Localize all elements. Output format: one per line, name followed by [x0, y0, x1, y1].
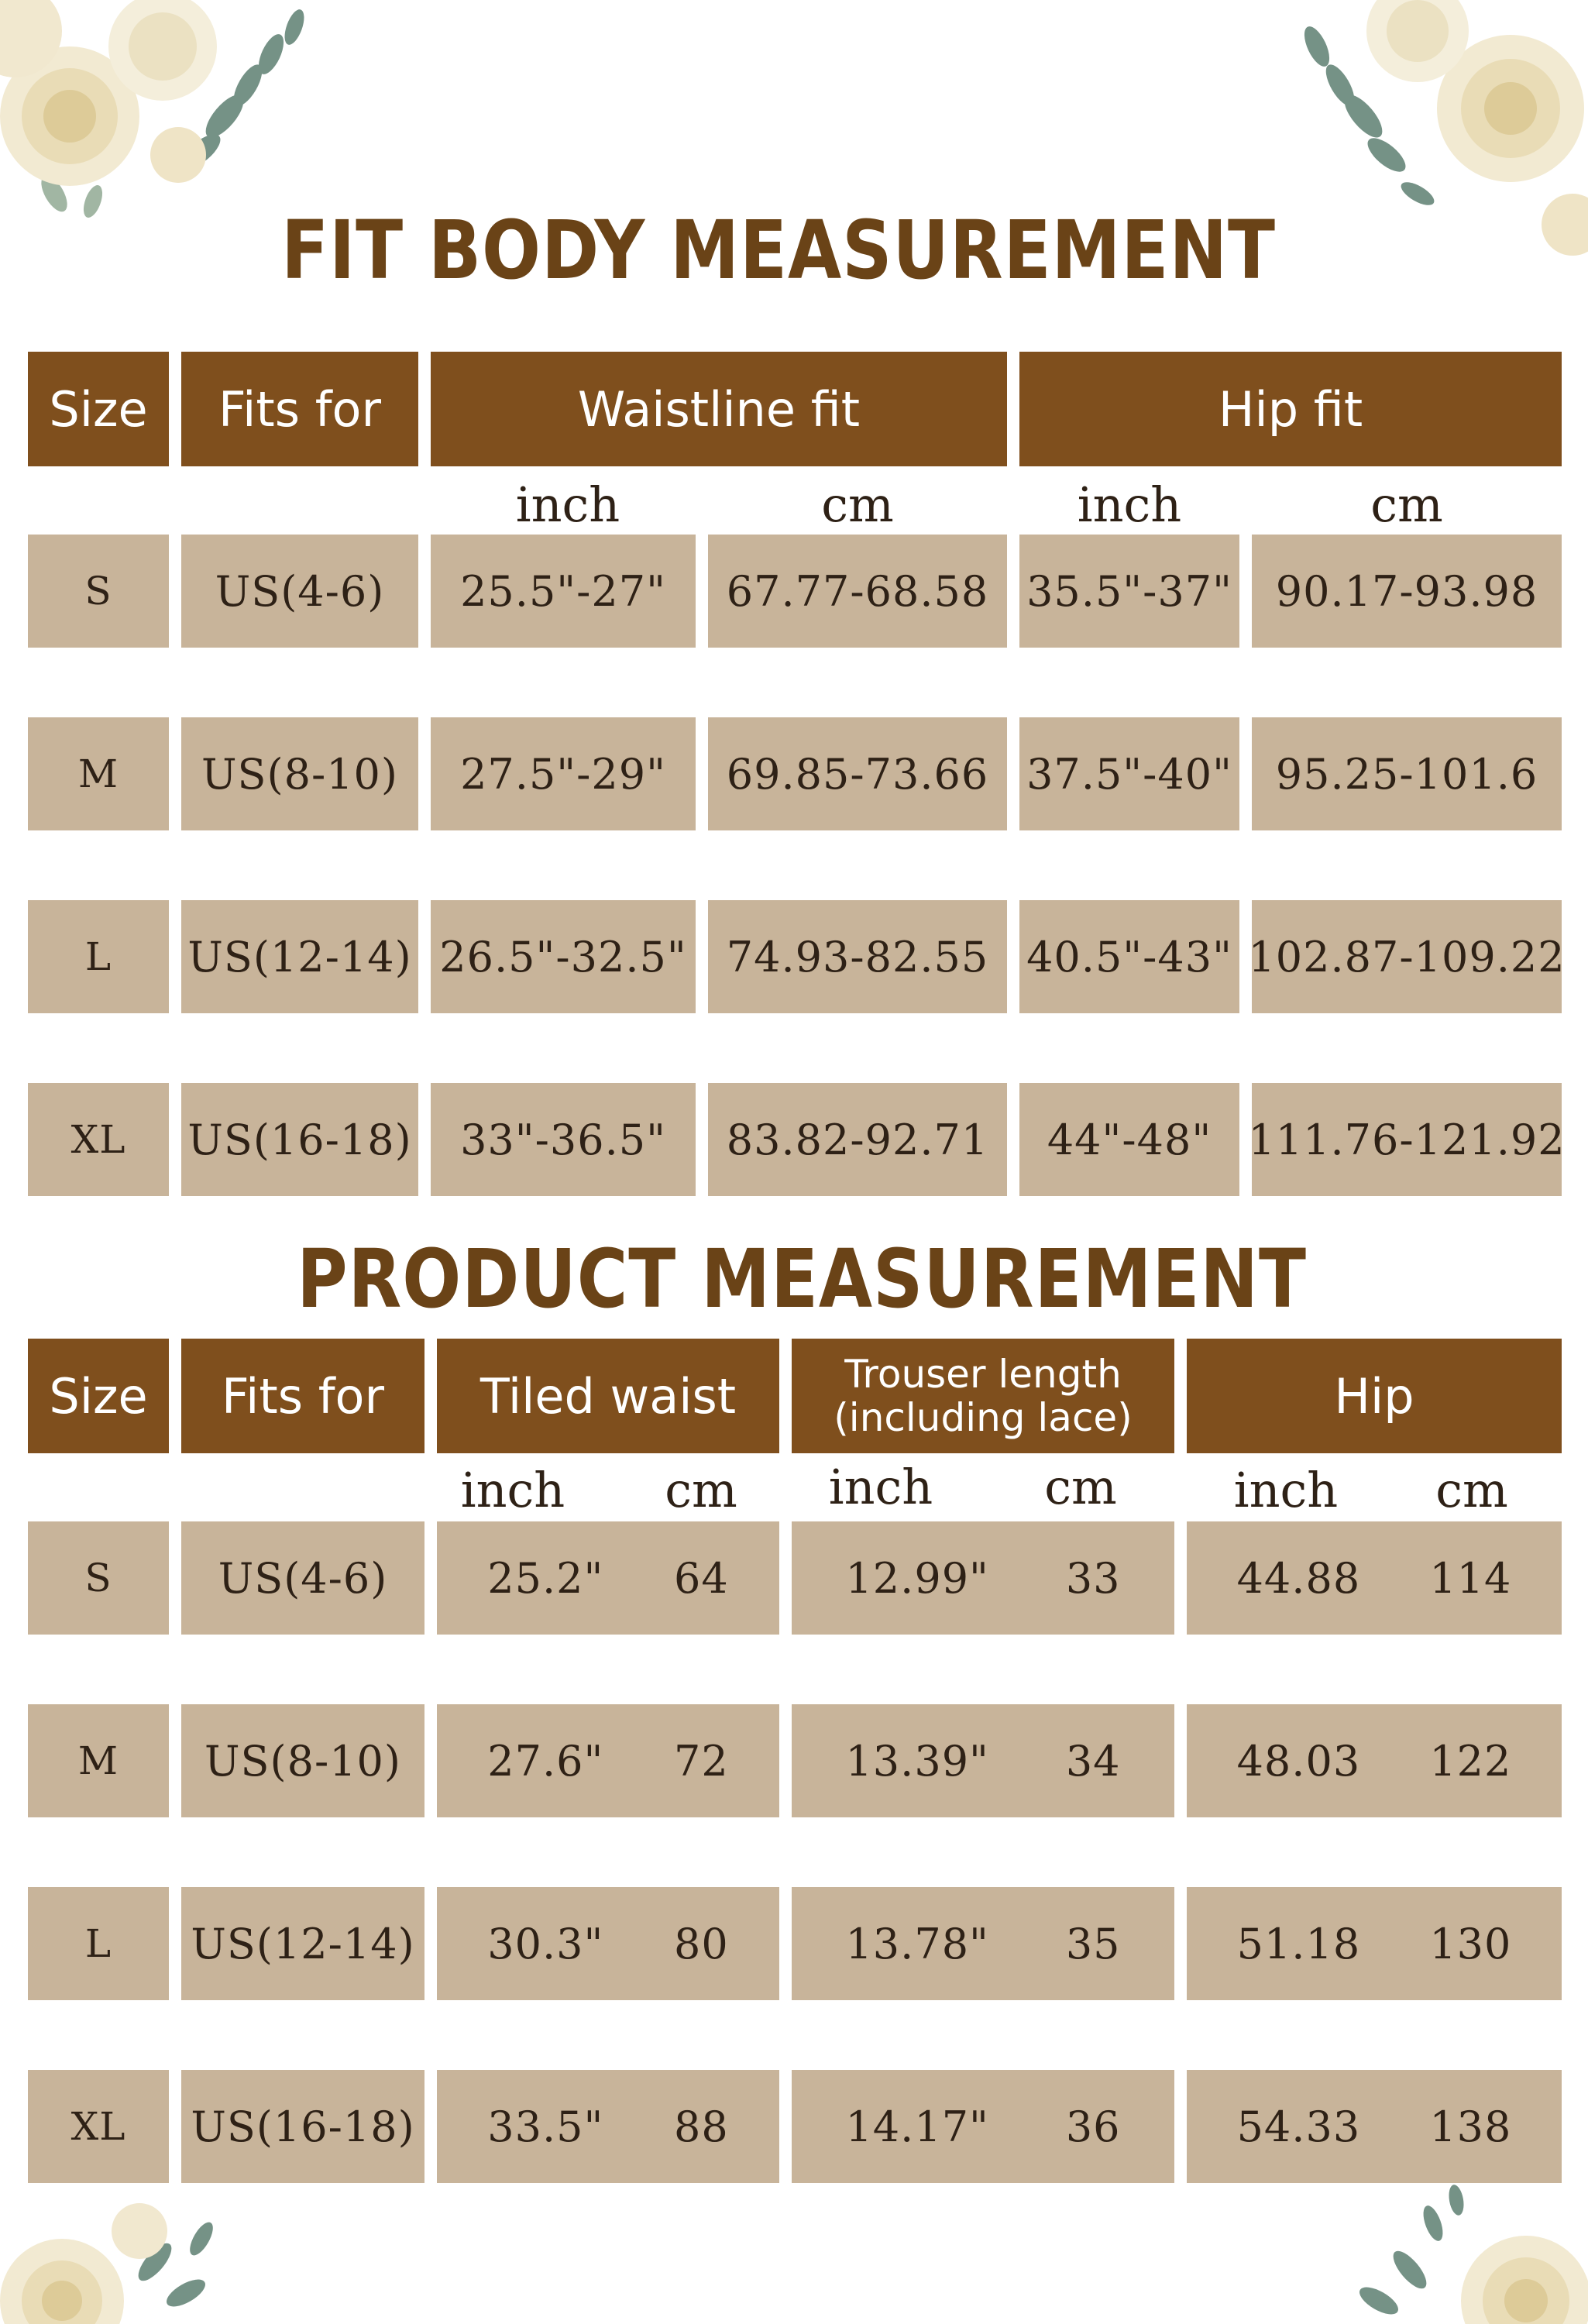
product-row-length-cm: 35	[1065, 1919, 1121, 1968]
product-row-waist-cm: 64	[673, 1553, 729, 1603]
product-row-waist	[437, 1521, 779, 1635]
product-row-size: L	[28, 1887, 169, 2000]
product-row-waist-cm: 80	[673, 1919, 729, 1968]
trouser-length-line2: (including lace)	[834, 1395, 1133, 1440]
product-row-waist-inch: 30.3"	[487, 1919, 604, 1968]
fit-body-row-fits: US(8-10)	[181, 717, 418, 830]
product-row-hip	[1187, 2070, 1562, 2183]
product-header-trouser-length	[792, 1339, 1174, 1453]
fit-body-row-waist-inch: 27.5"-29"	[431, 717, 696, 830]
product-row-fits: US(8-10)	[181, 1704, 424, 1817]
fit-body-row-waist-cm: 83.82-92.71	[708, 1083, 1007, 1196]
fit-body-unit-waist-cm: cm	[821, 476, 894, 533]
product-unit-hip-inch: inch	[1233, 1461, 1339, 1518]
product-row-length-inch: 13.39"	[845, 1736, 989, 1786]
product-row-hip	[1187, 1887, 1562, 2000]
fit-body-row-hip-inch: 44"-48"	[1019, 1083, 1239, 1196]
fit-body-row-hip-cm: 111.76-121.92	[1252, 1083, 1562, 1196]
fit-body-row-waist-cm: 74.93-82.55	[708, 900, 1007, 1013]
product-row-hip	[1187, 1521, 1562, 1635]
fit-body-row-size: XL	[28, 1083, 169, 1196]
product-row-waist-cm: 88	[673, 2102, 729, 2151]
product-row-length-inch: 14.17"	[845, 2102, 989, 2151]
product-unit-waist-cm: cm	[665, 1461, 737, 1518]
fit-body-row-size: S	[28, 535, 169, 648]
product-row-hip-inch: 54.33	[1236, 2102, 1361, 2151]
product-row-length	[792, 1887, 1174, 2000]
product-row-waist	[437, 1887, 779, 2000]
product-row-fits: US(4-6)	[181, 1521, 424, 1635]
product-title: PRODUCT MEASUREMENT	[297, 1232, 1307, 1326]
product-row-waist	[437, 2070, 779, 2183]
fit-body-row-hip-inch: 37.5"-40"	[1019, 717, 1239, 830]
product-unit-hip-cm: cm	[1435, 1461, 1508, 1518]
product-row-size: XL	[28, 2070, 169, 2183]
product-row-length-cm: 36	[1065, 2102, 1121, 2151]
fit-body-row-waist-cm: 69.85-73.66	[708, 717, 1007, 830]
fit-body-row-hip-inch: 35.5"-37"	[1019, 535, 1239, 648]
product-row-length	[792, 1704, 1174, 1817]
product-row-hip-inch: 48.03	[1236, 1736, 1361, 1786]
product-row-hip	[1187, 1704, 1562, 1817]
fit-body-title: FIT BODY MEASUREMENT	[281, 203, 1276, 297]
product-row-length	[792, 2070, 1174, 2183]
fit-body-row-fits: US(12-14)	[181, 900, 418, 1013]
product-row-length-cm: 34	[1065, 1736, 1121, 1786]
product-row-length-cm: 33	[1065, 1553, 1121, 1603]
product-row-hip-cm: 130	[1429, 1919, 1512, 1968]
fit-body-row-waist-inch: 26.5"-32.5"	[431, 900, 696, 1013]
product-row-size: M	[28, 1704, 169, 1817]
product-row-waist-inch: 27.6"	[487, 1736, 604, 1786]
product-row-waist-inch: 25.2"	[487, 1553, 604, 1603]
fit-body-row-hip-cm: 95.25-101.6	[1252, 717, 1562, 830]
product-row-size: S	[28, 1521, 169, 1635]
fit-body-row-fits: US(4-6)	[181, 535, 418, 648]
product-row-length	[792, 1521, 1174, 1635]
fit-body-row-waist-inch: 25.5"-27"	[431, 535, 696, 648]
product-unit-length-inch: inch	[828, 1458, 933, 1515]
fit-body-row-hip-inch: 40.5"-43"	[1019, 900, 1239, 1013]
floral-corner-bottom-right-icon	[1294, 2169, 1588, 2324]
fit-body-header-waistline: Waistline fit	[431, 352, 1007, 466]
fit-body-row-hip-cm: 90.17-93.98	[1252, 535, 1562, 648]
product-row-hip-inch: 51.18	[1236, 1919, 1361, 1968]
fit-body-row-waist-inch: 33"-36.5"	[431, 1083, 696, 1196]
fit-body-header-fits-for: Fits for	[181, 352, 418, 466]
product-row-fits: US(12-14)	[181, 1887, 424, 2000]
product-header-tiled-waist: Tiled waist	[437, 1339, 779, 1453]
product-row-waist-cm: 72	[673, 1736, 729, 1786]
product-header-hip: Hip	[1187, 1339, 1562, 1453]
product-row-waist-inch: 33.5"	[487, 2102, 604, 2151]
fit-body-row-hip-cm: 102.87-109.22	[1252, 900, 1562, 1013]
fit-body-unit-waist-inch: inch	[515, 476, 620, 533]
product-header-size: Size	[28, 1339, 169, 1453]
fit-body-row-size: L	[28, 900, 169, 1013]
product-row-hip-cm: 122	[1429, 1736, 1512, 1786]
product-unit-waist-inch: inch	[460, 1461, 565, 1518]
fit-body-row-waist-cm: 67.77-68.58	[708, 535, 1007, 648]
product-row-hip-cm: 114	[1429, 1553, 1512, 1603]
product-unit-length-cm: cm	[1044, 1458, 1117, 1515]
trouser-length-line1: Trouser length	[844, 1352, 1122, 1397]
fit-body-header-size: Size	[28, 352, 169, 466]
product-header-fits-for: Fits for	[181, 1339, 424, 1453]
fit-body-unit-hip-cm: cm	[1370, 476, 1443, 533]
product-row-fits: US(16-18)	[181, 2070, 424, 2183]
fit-body-row-fits: US(16-18)	[181, 1083, 418, 1196]
floral-corner-bottom-left-icon	[0, 2169, 294, 2324]
fit-body-unit-hip-inch: inch	[1077, 476, 1182, 533]
fit-body-header-hip: Hip fit	[1019, 352, 1562, 466]
product-row-length-inch: 12.99"	[845, 1553, 989, 1603]
product-row-length-inch: 13.78"	[845, 1919, 989, 1968]
fit-body-row-size: M	[28, 717, 169, 830]
product-row-hip-inch: 44.88	[1236, 1553, 1361, 1603]
product-row-waist	[437, 1704, 779, 1817]
product-row-hip-cm: 138	[1429, 2102, 1512, 2151]
